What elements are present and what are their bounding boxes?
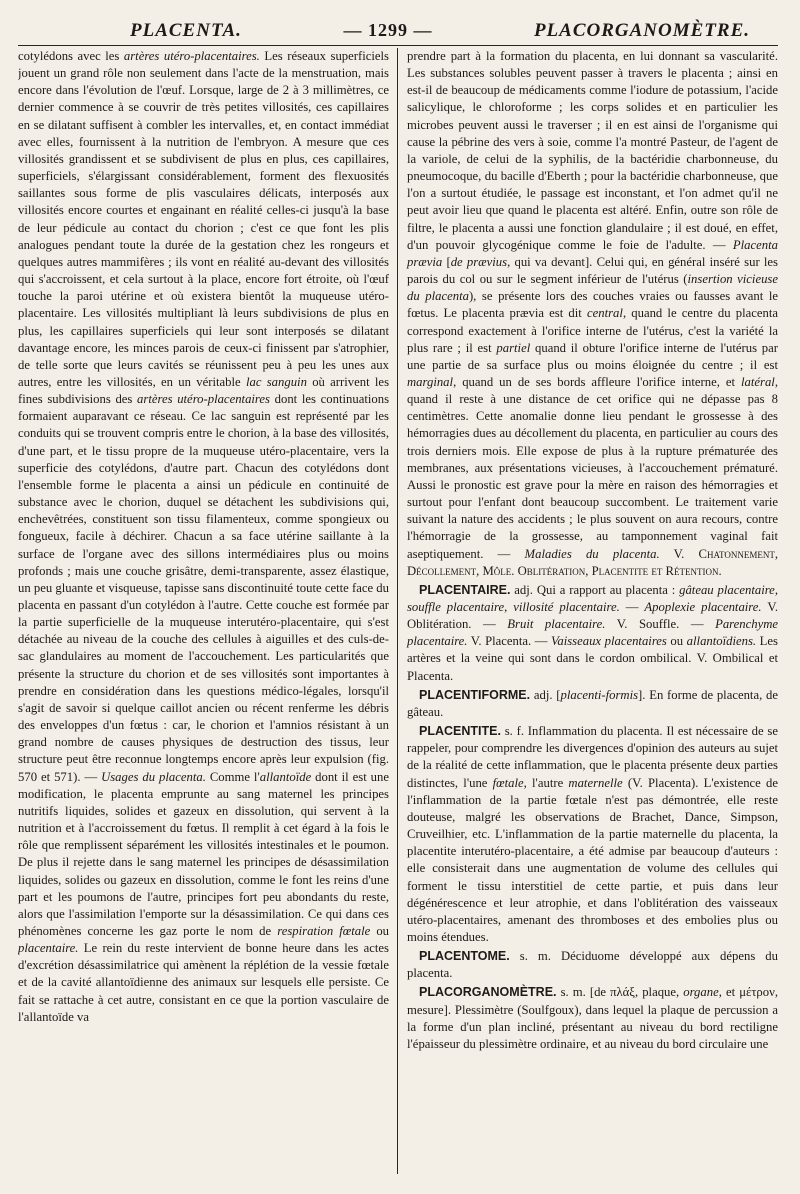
headword-placentiforme: PLACENTIFORME. <box>419 687 531 702</box>
headword-placentome: PLACENTOME. <box>419 949 510 964</box>
placenta-continuation: cotylédons avec les artères utéro-placentaires. Les réseaux superficiels jouent un grand rôle non seulement dans l'acte de la menstruation, mais encore dans l'évolution de l'œuf. Lorsque, large de 2 à 3 millimètres, ce dernier commence à se couvrir de très petites villosités, ces capillaires en se dilatant suffisent à combler les intervalles, et, en contact immédiat avec elles, fournissent à la nutrition de l'embryon. A mesure que ces villosités grandissent et se subdivisent de plus en plus, ces capillaires, superficiels, s'élargissant considérablement, forment des flexuosités saillantes sous forme de plis vasculaires délicats, interposés aux villosités encore courtes et engainant en réalité celles-ci jusqu'à la base de leur pédicule au contact du chorion ; c'est ce que font les plis analogues pendant toute la durée de la gestation chez les rongeurs et quelques autres mammifères ; ils vont en réalité au-devant des villosités qui s'accroissent, et cela surtout à la place, encore fort étroite, où l'œuf touche la paroi utérine et où existera bientôt la muqueuse utéro-placentaire. Les villosités multipliant là leurs subdivisions de plus en plus, les capillaires superficiels qui leur sont interposés se dilatant davantage encore, les minces parois de ceux-ci finissent par s'atrophier, de telle sorte que leurs cavités se réunissent peu à peu les unes aux autres, entre les villosités, en un véritable lac sanguin où arrivent les fines subdivisions des artères utéro-placentaires dont les continuations formaient auparavant ce réseau. Ce lac sanguin est représenté par les conduits qui se trouvent compris entre le chorion, à la base des villosités, d'une part, et le tissu propre de la muqueuse utéro-placentaire, vers la superficie des cotylédons, d'autre part. Chacun des cotylédons dont l'ensemble forme le placenta a ainsi un pédicule en continuité de substance avec le chorion, duquel se détachent les subdivisions qui, enchevêtrées, constituent son tissu filamenteux, comme spongieux ou fongueux, facile à déchirer. Chacun a sa face utérine saillante à la surface de l'organe avec des sillons intermédiaires plus ou moins profonds ; mais une couche grisâtre, demi-transparente, assez élastique, un peu gluante et visqueuse, tapisse sans discontinuité toute cette face du placenta en passant d'un cotylédon à l'autre. Cette couche est formée par la partie superficielle de la muqueuse interutéro-placentaire, qui s'est détachée au niveau de la couche des cellules à aiguilles et des culs-de-sac glandulaires au moment de l'accouchement. Les particularités que présente la structure du chorion et de ses villosités sont importantes à prendre en considération dans les questions médico-légales, lorsqu'il s'agit de savoir si quelque caillot ancien ou récent renferme les débris des enveloppes d'un fœtus : car, le chorion et l'amnios résistant à un grand nombre de causes physiques de destruction des tissus, leur structure peut être reconnue longtemps encore après leur expulsion (fig. 570 et 571). — Usages du placenta. Comme l'allantoïde dont il est une modification, le placenta emprunte au sang maternel les principes nutritifs liquides, solides et gazeux en dissolution, qui servent à la nutrition et à l'accroissement du fœtus. Il remplit à cet égard à la fois le rôle que remplissent séparément les villosités intestinales et le poumon. De plus il rejette dans le sang maternel les principes de désassimilation liquides, solides ou gazeux en dissolution, comme le font les reins d'une part et les poumons de l'autre, principes fort peu abondants du reste, alors que l'assimilation l'emporte sur la désassimilation. Ce qui dans ces phénomènes concerne les gaz porte le nom de respiration fœtale ou placentaire. Le rein du reste intervient de bonne heure dans les actes d'excrétion désassimilatrice qui amènent la réplétion de la vessie fœtale et de la cavité allantoïdienne des animaux sur lesquels elle persiste. Ce fait se rattache à cet autre, consistant en ce que la portion vasculaire de l'allantoïde va <box>18 49 390 1024</box>
header-rule <box>18 45 778 46</box>
left-column <box>18 48 397 1174</box>
right-column <box>398 48 778 1174</box>
headword-placentaire: PLACENTAIRE. <box>419 582 511 597</box>
text-columns <box>18 48 778 1174</box>
header-right-word: PLACORGANOMÈTRE. <box>533 20 750 41</box>
headword-placorganometre: PLACORGANOMÈTRE. <box>419 985 557 1000</box>
entry-placentiforme: PLACENTIFORME. adj. [placenti-formis]. En forme de placenta, de gâteau. <box>407 687 778 719</box>
entry-placentite: PLACENTITE. s. f. Inflammation du placenta. Il est nécessaire de se rappeler, pour comprendre les divergences d'opinion des auteurs au sujet de la réalité de cette inflammation, que le placenta présente deux parties distinctes, l'une fœtale, l'autre maternelle (V. Placenta). L'existence de l'inflammation de la partie fœtale n'est pas démontrée, elle reste douteuse, malgré les observations de Brachet, Dance, Simpson, Cruveilhier, etc. L'inflammation de la partie maternelle du placenta, la placentite interutéro-placentaire, a été admise par beaucoup d'auteurs : elle consisterait dans une augmentation de volume des cellules qui forment le tissu interstitiel de cette partie, et puis dans leur dégénérescence et leur atrophie, et dans l'oblitération des vaisseaux utéro-placentaires, amenant des thromboses et des embolies plus ou moins étendues. <box>407 724 778 944</box>
entry-placorganometre: PLACORGANOMÈTRE. s. m. [de πλάξ, plaque, organe, et μέτρον, mesure]. Plessimètre (Soulfgoux), dans lequel la plaque de percussion a la forme d'un plan incliné, présentant au niveau du bord rectiligne l'épaisseur du plessimètre ordinaire, et au niveau du bord circulaire une <box>407 985 778 1051</box>
entry-placentome: PLACENTOME. s. m. Déciduome développé aux dépens du placenta. <box>407 949 778 981</box>
headword-placentite: PLACENTITE. <box>419 724 501 739</box>
page-number: — 1299 — <box>343 20 433 40</box>
entry-placentaire: PLACENTAIRE. adj. Qui a rapport au placenta : gâteau placentaire, souffle placentaire, villosité placentaire. — Apoplexie placentaire. V. Oblitération. — Bruit placentaire. V. Souffle. — Parenchyme placentaire. V. Placenta. — Vaisseaux placentaires ou allantoïdiens. Les artères et la veine qui sont dans le cordon ombilical. V. Ombilical et Placenta. <box>407 582 778 683</box>
header-left-word: PLACENTA. <box>130 20 242 41</box>
placenta-continuation-right: prendre part à la formation du placenta, en lui donnant sa vascularité. Les substances solubles peuvent passer à travers le placenta ; ainsi en est-il de beaucoup de médicaments comme l'iodure de potassium, l'acide salicylique, le chloroforme ; les corps solides et en particulier les microbes peuvent aussi le traverser ; il en est ainsi de l'organisme qui cause la pébrine des vers à soie, comme l'a montré Pasteur, de l'agent de la variole, de celui de la syphilis, de la bactéridie charbonneuse, du pneumocoque, du bacille d'Eberth ; pour la bactéridie charbonneuse, que l'on a surtout étudiée, le passage est inconstant, et l'on admet qu'il ne peut avoir lieu que quand le placenta est altéré. Enfin, outre son rôle de filtre, le placenta a aussi une fonction glandulaire ; il est doué, en effet, d'un pouvoir glycogénique comme le foie de l'adulte. — Placenta prævia [de prævius, qui va devant]. Celui qui, en général inséré sur les parois du col ou sur le segment inférieur de l'utérus (insertion vicieuse du placenta), se présente lors des couches vraies ou fausses avant le fœtus. Le placenta prævia est dit central, quand le centre du placenta correspond exactement à l'orifice interne de l'utérus, c'est la variété la plus rare ; il est partiel quand il obture l'orifice interne de l'utérus par une partie de sa surface plus ou moins éloignée du centre ; il est marginal, quand un de ses bords affleure l'orifice interne, et latéral, quand il reste à une distance de cet orifice qui ne dépasse pas 8 centimètres. Cette anomalie donne lieu pendant le grossesse à des hémorragies dues au décollement du placenta, en particulier au cours des trois derniers mois. Elle expose de plus à la rupture prématurée des membranes, aux présentations vicieuses, à l'accouchement prématuré. Aussi le pronostic est grave pour la mère en raison des hémorragies et surtout pour l'enfant dont beaucoup succombent. Le traitement varie suivant la nature des accidents ; le plus souvent on aura recours, contre l'hémorragie de la grossesse, au tamponnement vaginal fait aseptiquement. — Maladies du placenta. V. Chatonnement, Décollement, Môle. Oblitération, Placentite et Rétention. <box>407 49 778 578</box>
running-head <box>18 20 778 42</box>
